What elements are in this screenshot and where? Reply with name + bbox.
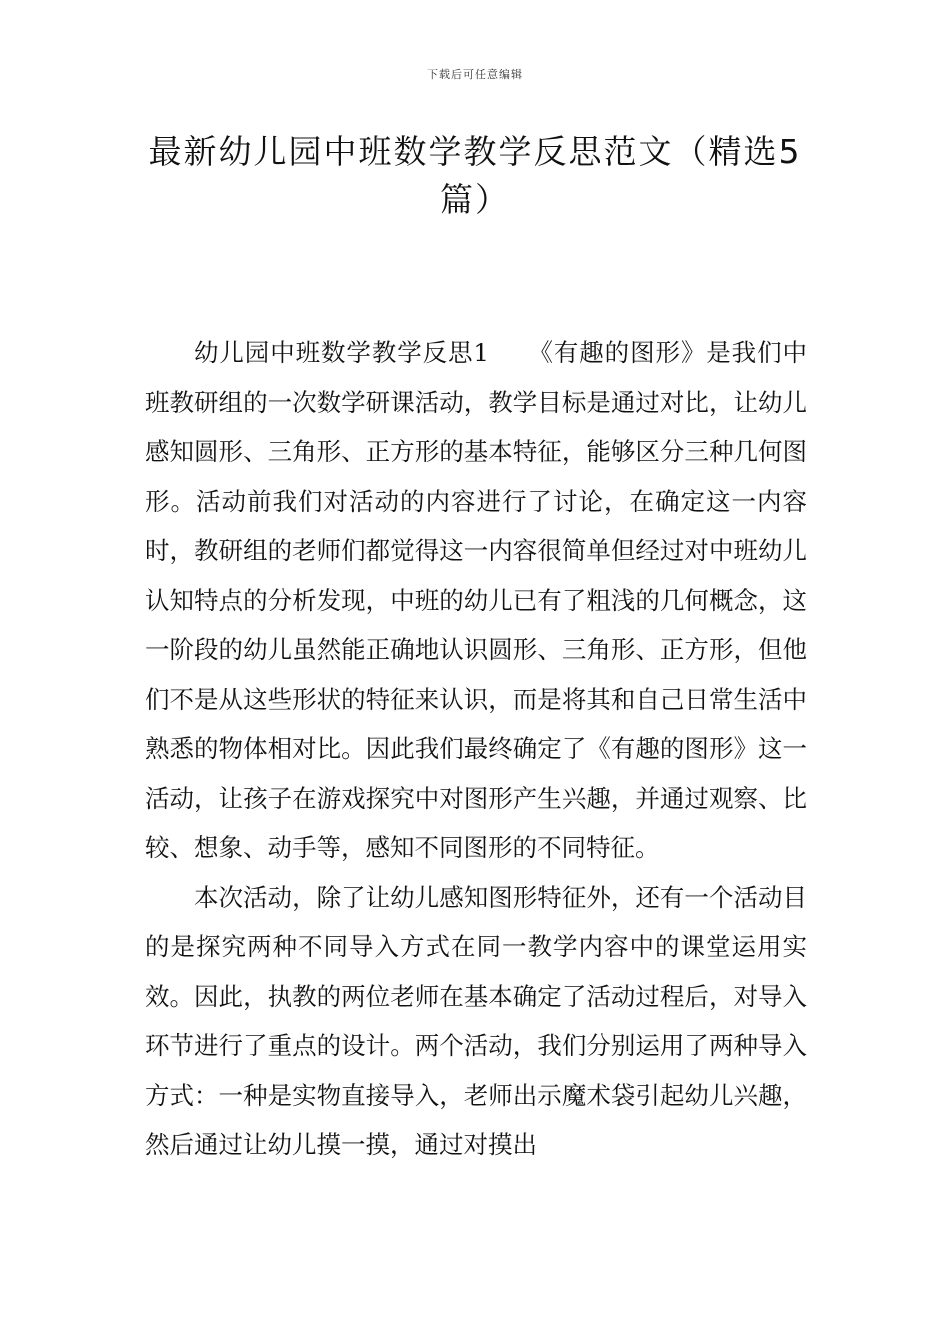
header-note: 下载后可任意编辑 (427, 68, 523, 81)
body-paragraph: 幼儿园中班数学教学反思1 《有趣的图形》是我们中班教研组的一次数学研课活动，教学目标是通过对比，让幼儿感知圆形、三角形、正方形的基本特征，能够区分三种几何图形。活动前我们对活动的内容进行了讨论，在确定这一内容时，教研组的老师们都觉得这一内容很简单但经过对中班幼儿认知特点的分析发现，中班的幼儿已有了粗浅的几何概念，这一阶段的幼儿虽然能正确地认识圆形、三角形、正方形，但他们不是从这些形状的特征来认识，而是将其和自己日常生活中熟悉的物体相对比。因此我们最终确定了《有趣的图形》这一活动，让孩子在游戏探究中对图形产生兴趣，并通过观察、比较、想象、动手等，感知不同图形的不同特征。 (145, 338, 807, 862)
document-title: 最新幼儿园中班数学教学反思范文（精选5篇） (148, 132, 802, 219)
document-body (145, 328, 807, 1170)
body-paragraph: 本次活动，除了让幼儿感知图形特征外，还有一个活动目的是探究两种不同导入方式在同一教学内容中的课堂运用实效。因此，执教的两位老师在基本确定了活动过程后，对导入环节进行了重点的设计。两个活动，我们分别运用了两种导入方式：一种是实物直接导入，老师出示魔术袋引起幼儿兴趣，然后通过让幼儿摸一摸，通过对摸出 (145, 882, 807, 1159)
